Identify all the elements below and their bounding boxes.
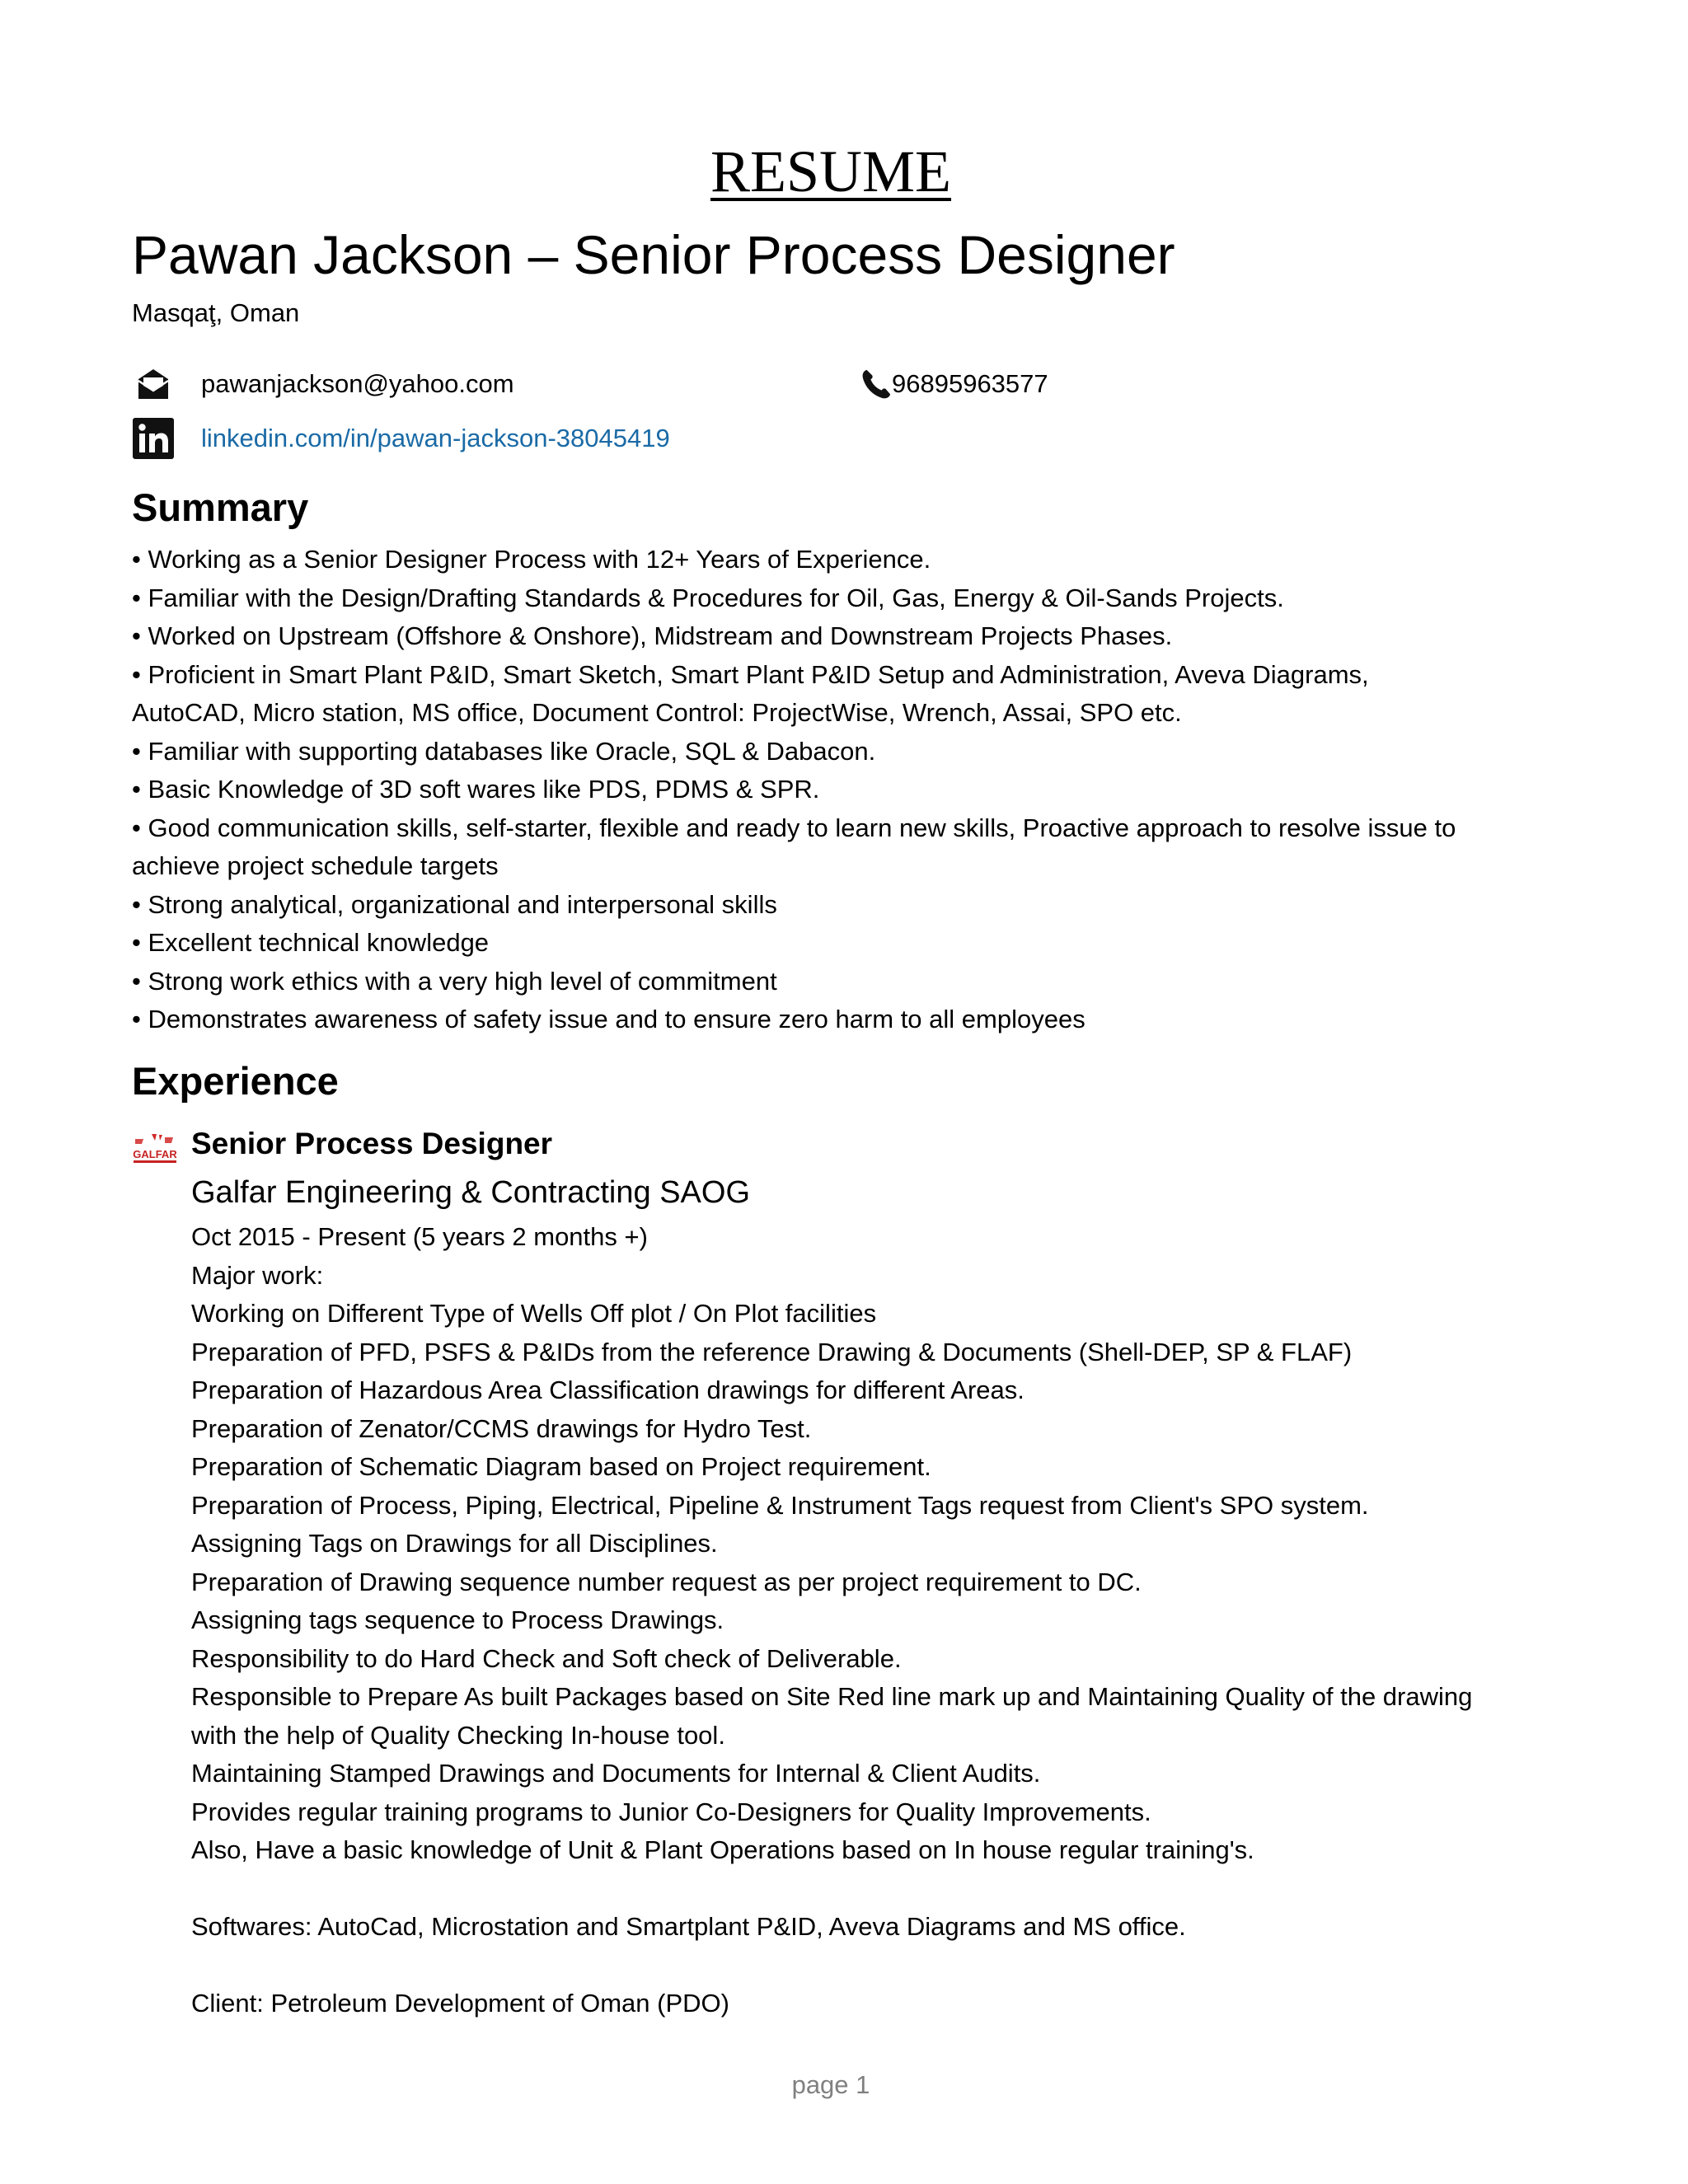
list-item: • Working as a Senior Designer Process with 12+ Years of Experience. [132, 545, 931, 574]
job-line: Preparation of Schematic Diagram based on Project requirement. [191, 1452, 931, 1481]
experience-heading: Experience [132, 1059, 339, 1103]
job-line: Responsibility to do Hard Check and Soft check of Deliverable. [191, 1643, 902, 1673]
job-duration: Oct 2015 - Present (5 years 2 months +) [191, 1222, 648, 1251]
email-text[interactable]: pawanjackson@yahoo.com [201, 369, 514, 398]
job-softwares: Softwares: AutoCad, Microstation and Smartplant P&ID, Aveva Diagrams and MS office. [191, 1912, 1186, 1941]
job-line: Assigning Tags on Drawings for all Disciplines. [191, 1529, 718, 1558]
candidate-location: Masqaţ, Oman [132, 298, 300, 327]
job-line: Preparation of PFD, PSFS & P&IDs from the reference Drawing & Documents (Shell-DEP, SP & FLAF) [191, 1337, 1353, 1366]
email-row [132, 363, 514, 405]
job-client: Client: Petroleum Development of Oman (PDO) [191, 1989, 729, 2018]
list-item: • Demonstrates awareness of safety issue and to ensure zero harm to all employees [132, 1005, 1085, 1033]
spacer [191, 1870, 1477, 1909]
job-line: Preparation of Zenator/CCMS drawings for Hydro Test. [191, 1413, 812, 1443]
summary-heading: Summary [132, 485, 309, 529]
summary-list [132, 541, 1467, 1039]
job-line: Responsible to Prepare As built Packages based on Site Red line mark up and Maintaining Quality of the drawing with the help of Quality Checking In-house tool. [191, 1682, 1473, 1750]
phone-text[interactable]: 96895963577 [892, 369, 1048, 398]
job-line: Provides regular training programs to Junior Co-Designers for Quality Improvements. [191, 1797, 1151, 1826]
resume-heading: RESUME [710, 138, 952, 204]
company-logo-text: GALFAR [133, 1148, 177, 1160]
page-number: page 1 [791, 2070, 870, 2099]
job-line: Major work: [191, 1260, 324, 1290]
candidate-name-title: Pawan Jackson – Senior Process Designer [132, 224, 1175, 285]
phone-icon [860, 366, 892, 402]
job-company: Galfar Engineering & Contracting SAOG [191, 1175, 751, 1210]
list-item: • Familiar with the Design/Drafting Standards & Procedures for Oil, Gas, Energy & Oil-Sands Projects. [132, 583, 1284, 612]
list-item: • Worked on Upstream (Offshore & Onshore), Midstream and Downstream Projects Phases. [132, 621, 1173, 650]
list-item: • Excellent technical knowledge [132, 928, 490, 957]
list-item: • Good communication skills, self-starter, flexible and ready to learn new skills, Proactive approach to resolve issue to achieve project schedule targets [132, 813, 1456, 880]
list-item: • Familiar with supporting databases like Oracle, SQL & Dabacon. [132, 736, 876, 766]
job-title: Senior Process Designer [191, 1127, 553, 1160]
company-logo [132, 1132, 178, 1165]
list-item: • Proficient in Smart Plant P&ID, Smart Sketch, Smart Plant P&ID Setup and Administration, Aveva Diagrams, AutoCAD, Micro station, MS office, Document Control: ProjectWise, Wrench, Assai, SPO etc. [132, 659, 1369, 727]
job-line: Preparation of Drawing sequence number request as per project requirement to DC. [191, 1567, 1142, 1596]
job-line: Preparation of Hazardous Area Classification drawings for different Areas. [191, 1376, 1025, 1404]
job-line: Working on Different Type of Wells Off plot / On Plot facilities [191, 1299, 877, 1328]
envelope-icon [132, 363, 175, 405]
list-item: • Basic Knowledge of 3D soft wares like PDS, PDMS & SPR. [132, 775, 820, 804]
linkedin-row [132, 417, 670, 460]
list-item: • Strong work ethics with a very high level of commitment [132, 966, 777, 996]
job-line: Maintaining Stamped Drawings and Documents for Internal & Client Audits. [191, 1759, 1041, 1788]
job-line: Assigning tags sequence to Process Drawings. [191, 1605, 724, 1634]
linkedin-link[interactable]: linkedin.com/in/pawan-jackson-38045419 [201, 424, 670, 452]
spacer [191, 1947, 1477, 1985]
list-item: • Strong analytical, organizational and interpersonal skills [132, 889, 777, 919]
linkedin-icon [132, 417, 175, 460]
job-line: Also, Have a basic knowledge of Unit & Plant Operations based on In house regular training's. [191, 1835, 1254, 1864]
phone-row [860, 363, 1048, 405]
job-details [191, 1218, 1477, 2023]
job-line: Preparation of Process, Piping, Electrical, Pipeline & Instrument Tags request from Client's SPO system. [191, 1490, 1369, 1520]
